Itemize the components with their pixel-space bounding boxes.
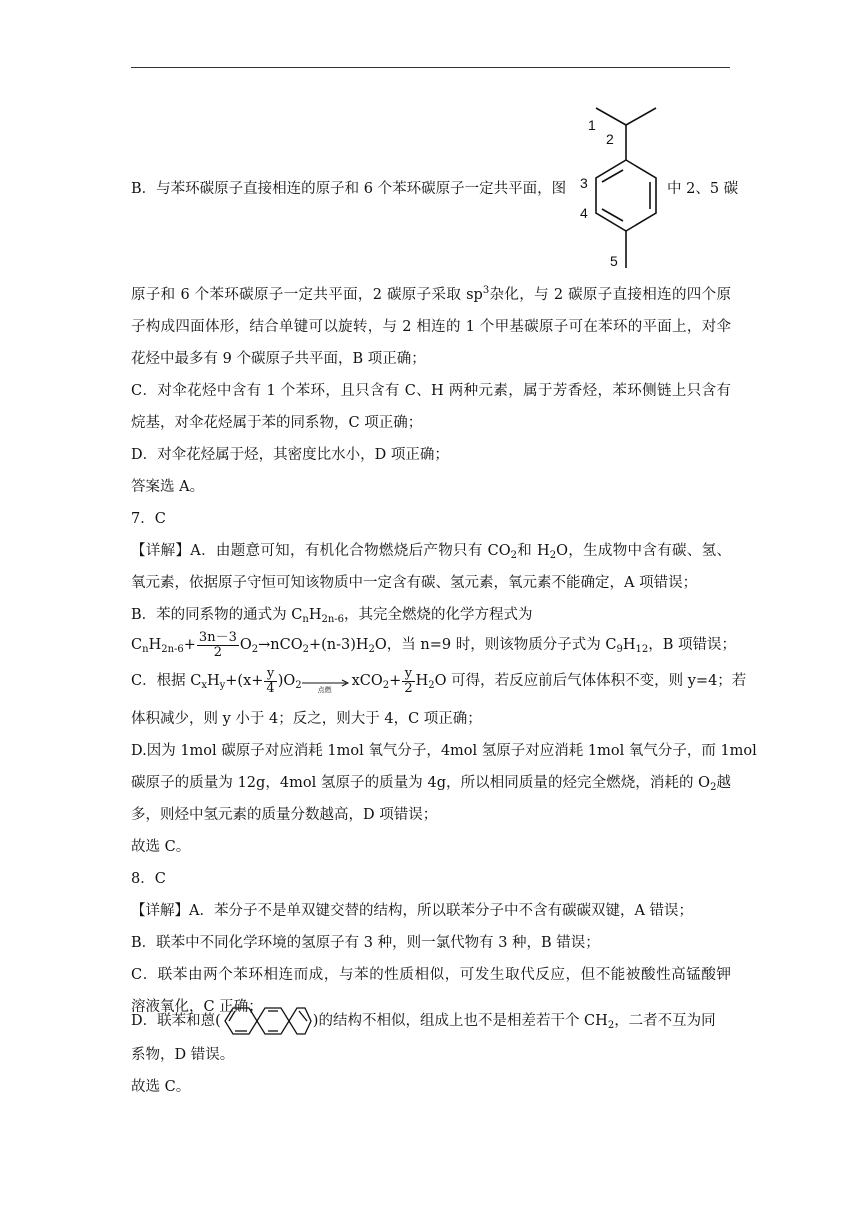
question-8-answer: 8．C <box>131 871 166 887</box>
text-line: B．苯的同系物的通式为 $C_nH_{2n-6}$，其完全燃烧的化学方程式为 <box>131 607 533 625</box>
text-line: 【详解】A．苯分子不是单双键交替的结构，所以联苯分子中不含有碳碳双键，A 错误； <box>131 903 694 919</box>
ignition-arrow: 点燃 <box>302 674 352 688</box>
carbon-label-3: 3 <box>580 175 588 191</box>
text-line: D.因为 1mol 碳原子对应消耗 1mol 氧气分子，4mol 氢原子对应消耗 1mol 氧气分子，而 1mol <box>131 743 757 759</box>
text-line: 系物，D 错误。 <box>131 1047 235 1063</box>
text-line: 子构成四面体形，结合单键可以旋转，与 2 相连的 1 个甲基碳原子可在苯环的平面上，对伞 <box>131 319 731 335</box>
carbon-label-4: 4 <box>580 205 588 221</box>
option-b-line-tail: 中 2、5 碳 <box>667 181 739 197</box>
carbon-label-1: 1 <box>588 117 596 133</box>
question-7-answer: 7．C <box>131 511 166 527</box>
text-line: B．联苯中不同化学环境的氢原子有 3 种，则一氯代物有 3 种，B 错误； <box>131 935 600 951</box>
text-line: C．联苯由两个苯环相连而成，与苯的性质相似，可发生取代反应，但不能被酸性高锰酸钾 <box>131 967 731 983</box>
text-line: 碳原子的质量为 12g，4mol 氢原子的质量为 4g，所以相同质量的烃完全燃烧，消耗的 $O_2$越 <box>131 775 732 793</box>
text-line: 故选 C。 <box>131 1079 191 1095</box>
text-line: 答案选 A。 <box>131 479 205 495</box>
general-combustion-line: C．根据 $C_xH_y+(x+$ $\frac{y}{4}$ )$O_2$ 点燃 xCO$_2$+ $\frac{y}{2}$ $H_2O$ 可得，若反应前后气体体积不变，则 y=4；若 <box>131 665 747 696</box>
anthracene-comparison-line: D．联苯和蒽( )的结构不相似，组成上也不是相差若干个 $CH_2$，二者不互为同 <box>131 1006 731 1036</box>
combustion-equation-line: $C_nH_{2n-6}+$ $\frac{3n-3}{2}$ $O_2\to nCO_2+(n-3)H_2O$，当 n=9 时，则该物质分子式为 $C_9H_{12}$，B 项错误； <box>131 629 736 660</box>
option-b-line: B．与苯环碳原子直接相连的原子和 6 个苯环碳原子一定共平面，图 <box>131 181 567 197</box>
text-line: 体积减少，则 y 小于 4；反之，则大于 4，C 项正确； <box>131 711 482 727</box>
header-rule <box>131 67 730 68</box>
text-line: 氧元素，依据原子守恒可知该物质中一定含有碳、氢元素，氧元素不能确定，A 项错误； <box>131 575 698 591</box>
text-line: 溶液氧化，C 正确； <box>131 999 263 1015</box>
text-line: D．对伞花烃属于烃，其密度比水小，D 项正确； <box>131 447 449 463</box>
y-over-4-fraction: $\frac{y}{4}$ <box>266 665 275 696</box>
text-line: 原子和 6 个苯环碳原子一定共平面，2 碳原子采取 $sp^3$杂化，与 2 碳原子直接相连的四个原 <box>131 285 731 303</box>
coefficient-fraction: $\frac{3n-3}{2}$ <box>198 629 237 660</box>
y-over-2-fraction: $\frac{y}{2}$ <box>404 665 413 696</box>
carbon-label-5: 5 <box>610 253 618 269</box>
text-line: 多，则烃中氢元素的质量分数越高，D 项错误； <box>131 807 438 823</box>
text-line: 故选 C。 <box>131 839 191 855</box>
text-line: 花烃中最多有 9 个碳原子共平面，B 项正确； <box>131 351 426 367</box>
text-line: 【详解】A．由题意可知，有机化合物燃烧后产物只有 $CO_2$和 $H_2O$，生成物中含有碳、氢、 <box>131 543 731 561</box>
anthracene-structure-icon <box>221 1006 313 1036</box>
carbon-label-2: 2 <box>606 131 614 147</box>
text-line: 烷基，对伞花烃属于苯的同系物，C 项正确； <box>131 415 423 431</box>
text-line: C．对伞花烃中含有 1 个苯环，且只含有 C、H 两种元素，属于芳香烃，苯环侧链上只含有 <box>131 383 731 399</box>
